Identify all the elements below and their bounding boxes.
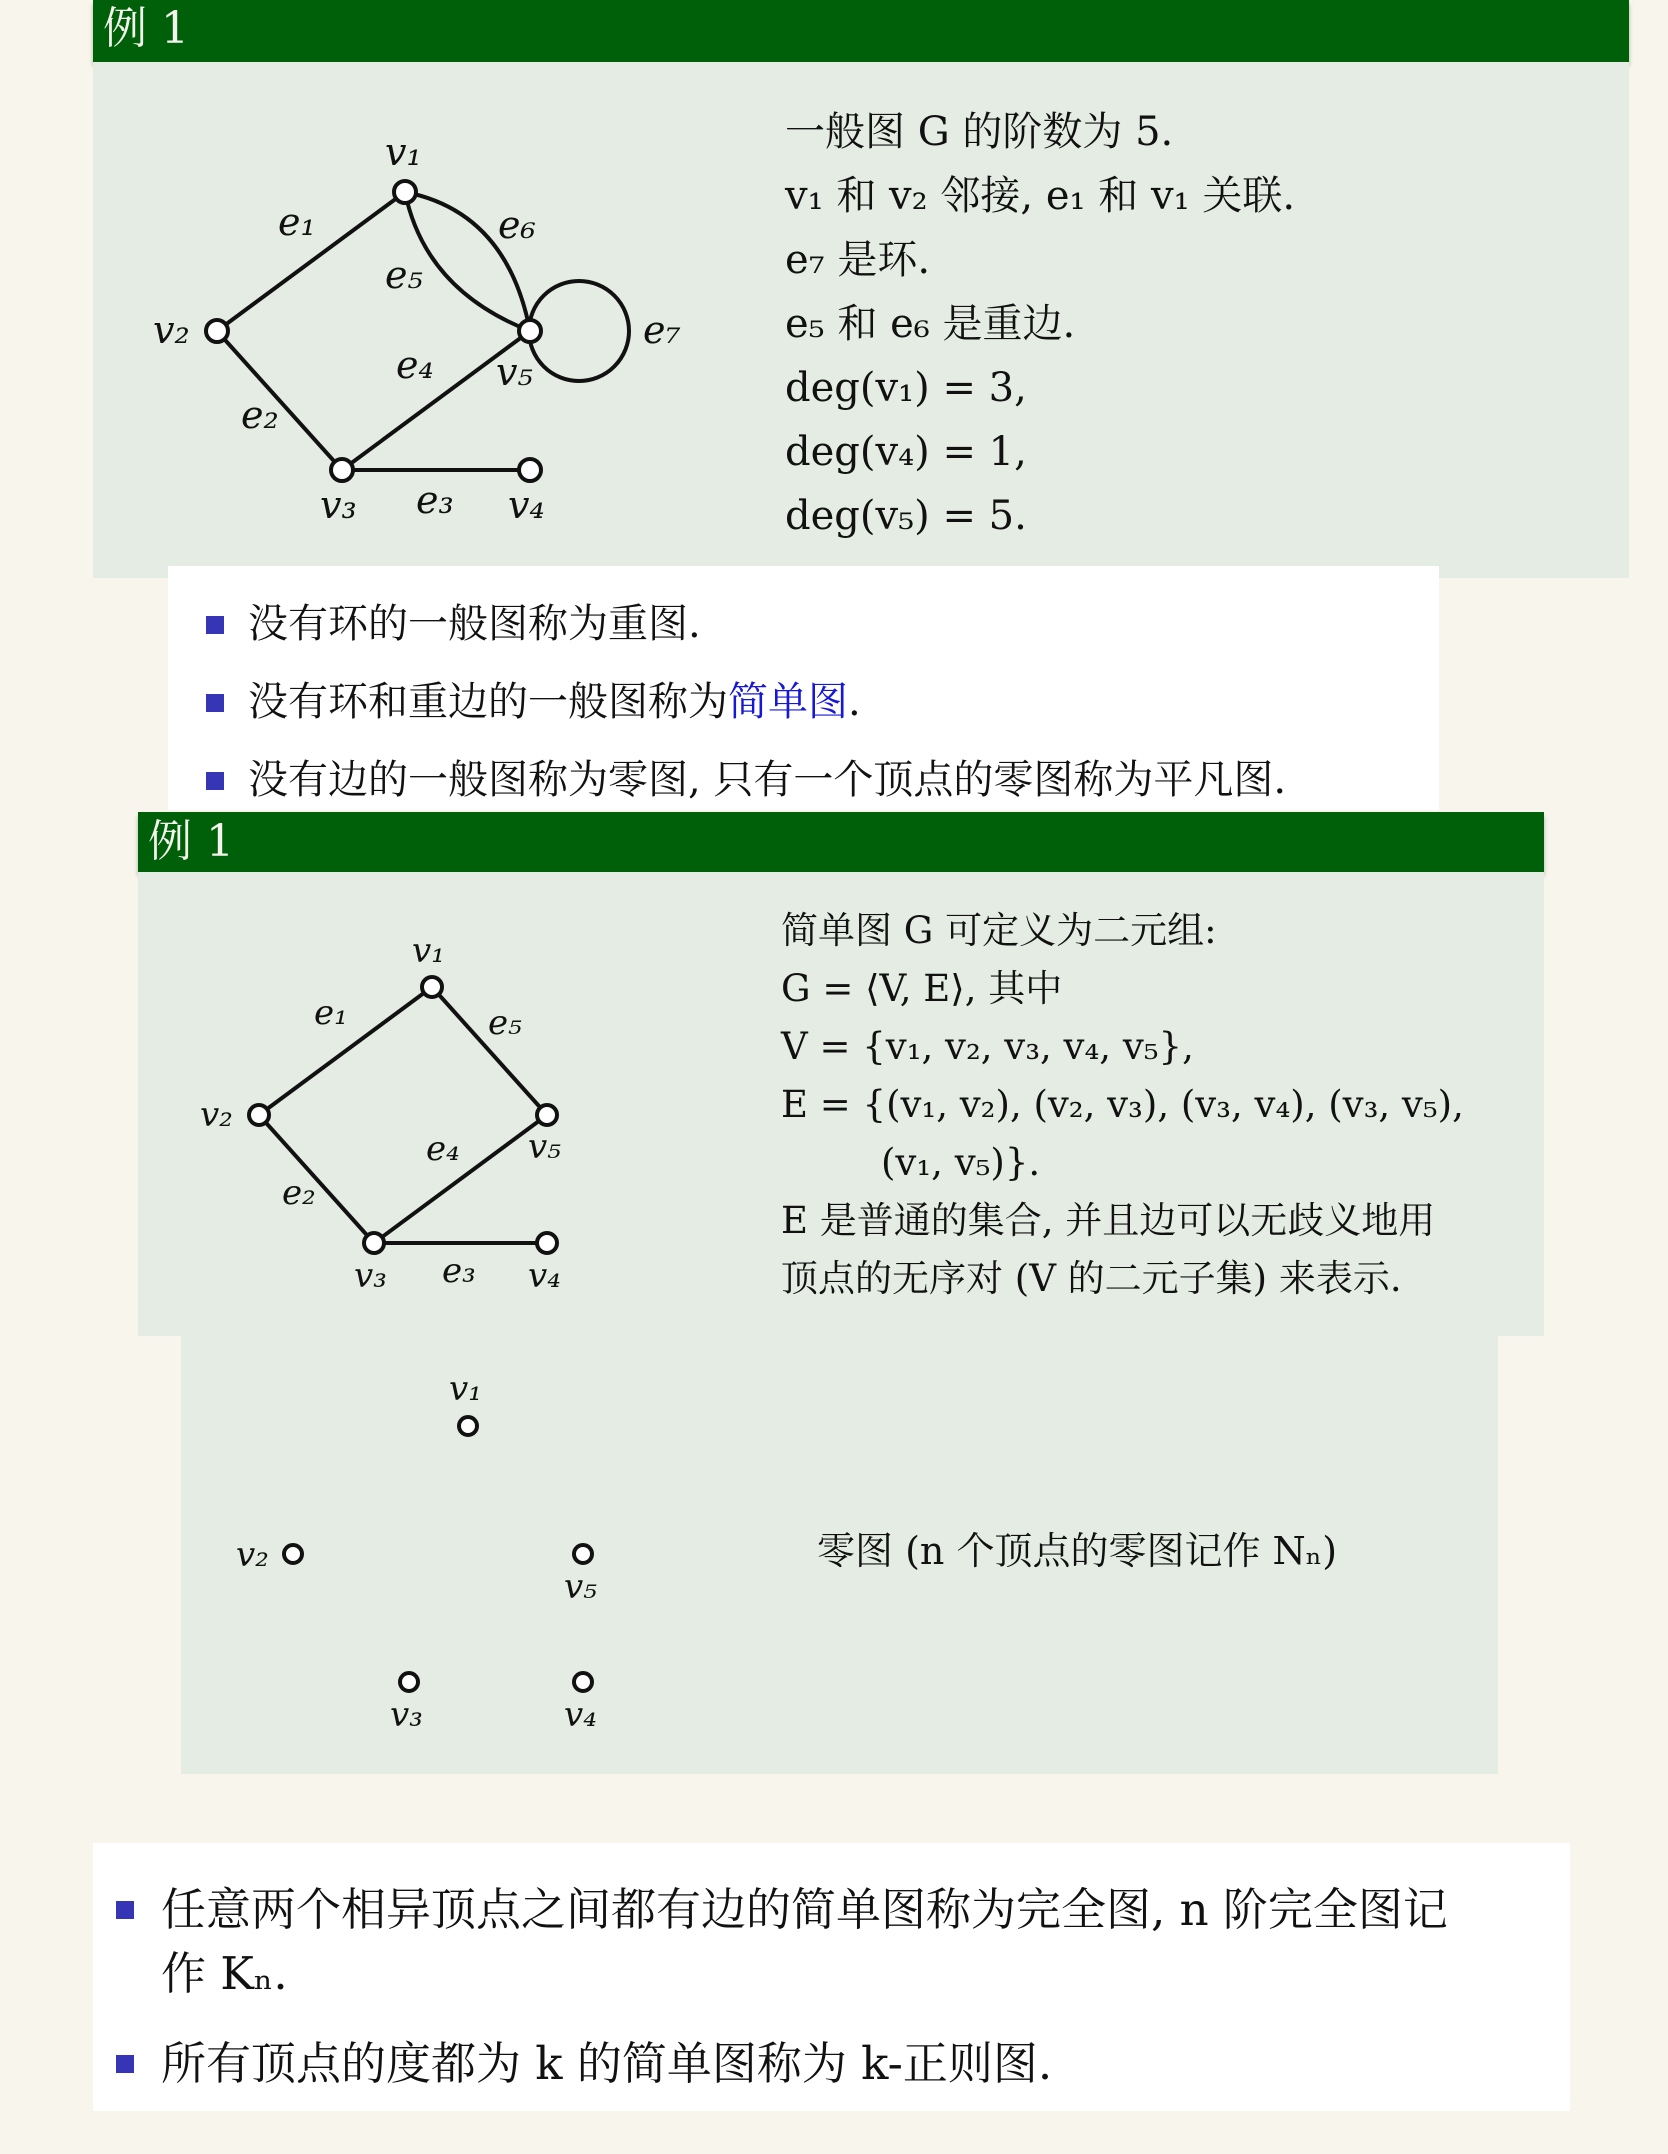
label-v4: v₄ bbox=[508, 483, 545, 527]
bullet-marker bbox=[116, 1901, 134, 1919]
vertex-v1 bbox=[459, 1417, 477, 1435]
label-v2: v₂ bbox=[236, 1535, 269, 1575]
bullet-marker bbox=[116, 2055, 134, 2073]
simple-graph-link[interactable]: 简单图 bbox=[728, 679, 848, 725]
vertex-v1 bbox=[422, 977, 442, 997]
block2-line-4: E = {(v₁, v₂), (v₂, v₃), (v₃, v₄), (v₃, v₅), bbox=[781, 1083, 1464, 1126]
bullet-marker bbox=[206, 616, 224, 634]
null-graph-caption: 零图 (n 个顶点的零图记作 Nₙ) bbox=[817, 1529, 1338, 1573]
vertex-v2 bbox=[206, 320, 228, 342]
label-v5: v₅ bbox=[496, 350, 533, 394]
block1-line-3: e₇ 是环. bbox=[785, 237, 931, 283]
block2-line-6: E 是普通的集合, 并且边可以无歧义地用 bbox=[781, 1199, 1436, 1242]
example-block-1-title: 例 1 bbox=[103, 3, 189, 54]
block2-line-1: 简单图 G 可定义为二元组: bbox=[781, 909, 1217, 952]
label-e3: e₃ bbox=[416, 478, 454, 522]
vertex-v4 bbox=[537, 1233, 557, 1253]
label-v5: v₅ bbox=[564, 1567, 597, 1607]
graph-1 bbox=[93, 0, 793, 578]
block2-line-3: V = {v₁, v₂, v₃, v₄, v₅}, bbox=[781, 1025, 1194, 1068]
label-v3: v₃ bbox=[354, 1256, 387, 1296]
label-e2: e₂ bbox=[282, 1173, 316, 1213]
label-e1: e₁ bbox=[278, 200, 316, 244]
label-e5: e₅ bbox=[385, 253, 423, 297]
bullet-marker bbox=[206, 772, 224, 790]
null-graph-panel bbox=[181, 1336, 1498, 1774]
vertex-v3 bbox=[364, 1233, 384, 1253]
vertex-v2 bbox=[284, 1545, 302, 1563]
block1-line-6: deg(v₄) = 1, bbox=[785, 429, 1027, 475]
example-block-1 bbox=[93, 0, 1629, 578]
bullet-2-text bbox=[248, 679, 861, 725]
graph-2 bbox=[138, 812, 758, 1336]
label-v1: v₁ bbox=[385, 130, 422, 174]
vertex-v1 bbox=[394, 181, 416, 203]
vertex-v5 bbox=[537, 1105, 557, 1125]
bullet-3-text: 没有边的一般图称为零图, 只有一个顶点的零图称为平凡图. bbox=[248, 757, 1287, 803]
bullet-5-text: 所有顶点的度都为 k 的简单图称为 k-正则图. bbox=[161, 2037, 1053, 2090]
bullet-marker bbox=[206, 694, 224, 712]
block1-line-5: deg(v₁) = 3, bbox=[785, 365, 1027, 411]
vertex-v4 bbox=[574, 1673, 592, 1691]
block1-line-1: 一般图 G 的阶数为 5. bbox=[785, 109, 1174, 155]
bullet-4-text-line-2: 作 Kₙ. bbox=[161, 1947, 288, 2000]
block2-line-7: 顶点的无序对 (V 的二元子集) 来表示. bbox=[781, 1257, 1402, 1300]
label-e4: e₄ bbox=[396, 343, 434, 387]
label-v1: v₁ bbox=[412, 931, 445, 971]
label-e4: e₄ bbox=[426, 1129, 460, 1169]
block2-line-5: (v₁, v₅)}. bbox=[881, 1141, 1041, 1184]
vertex-v5 bbox=[574, 1545, 592, 1563]
block1-line-7: deg(v₅) = 5. bbox=[785, 493, 1027, 539]
label-e6: e₆ bbox=[498, 203, 536, 247]
vertex-v5 bbox=[519, 320, 541, 342]
label-v4: v₄ bbox=[528, 1256, 561, 1296]
label-e3: e₃ bbox=[442, 1251, 476, 1291]
label-v1: v₁ bbox=[449, 1369, 482, 1409]
label-e7: e₇ bbox=[643, 308, 681, 352]
bullet-1-text: 没有环的一般图称为重图. bbox=[248, 601, 701, 647]
bullet-2-text-before: 没有环和重边的一般图称为 bbox=[248, 679, 728, 725]
bullet-4-text-line-1: 任意两个相异顶点之间都有边的简单图称为完全图, n 阶完全图记 bbox=[161, 1883, 1448, 1936]
label-e2: e₂ bbox=[241, 393, 279, 437]
null-graph bbox=[181, 1336, 701, 1774]
label-v3: v₃ bbox=[390, 1695, 423, 1735]
label-v2: v₂ bbox=[153, 308, 190, 352]
block1-line-4: e₅ 和 e₆ 是重边. bbox=[785, 301, 1076, 347]
label-v4: v₄ bbox=[564, 1695, 597, 1735]
label-v3: v₃ bbox=[320, 483, 357, 527]
bullet-list-2 bbox=[93, 1843, 1570, 2111]
vertex-v2 bbox=[249, 1105, 269, 1125]
example-block-2-title: 例 1 bbox=[148, 816, 234, 867]
label-e5: e₅ bbox=[488, 1003, 522, 1043]
vertex-v3 bbox=[400, 1673, 418, 1691]
label-v5: v₅ bbox=[528, 1127, 561, 1167]
label-v2: v₂ bbox=[200, 1095, 233, 1135]
block1-line-2: v₁ 和 v₂ 邻接, e₁ 和 v₁ 关联. bbox=[785, 173, 1296, 219]
block2-line-2: G = ⟨V, E⟩, 其中 bbox=[781, 967, 1063, 1010]
vertex-v4 bbox=[519, 459, 541, 481]
bullet-list-1 bbox=[168, 566, 1439, 810]
vertex-v3 bbox=[331, 459, 353, 481]
example-block-2 bbox=[138, 812, 1544, 1336]
bullet-2-text-after: . bbox=[848, 679, 861, 725]
label-e1: e₁ bbox=[314, 993, 348, 1033]
